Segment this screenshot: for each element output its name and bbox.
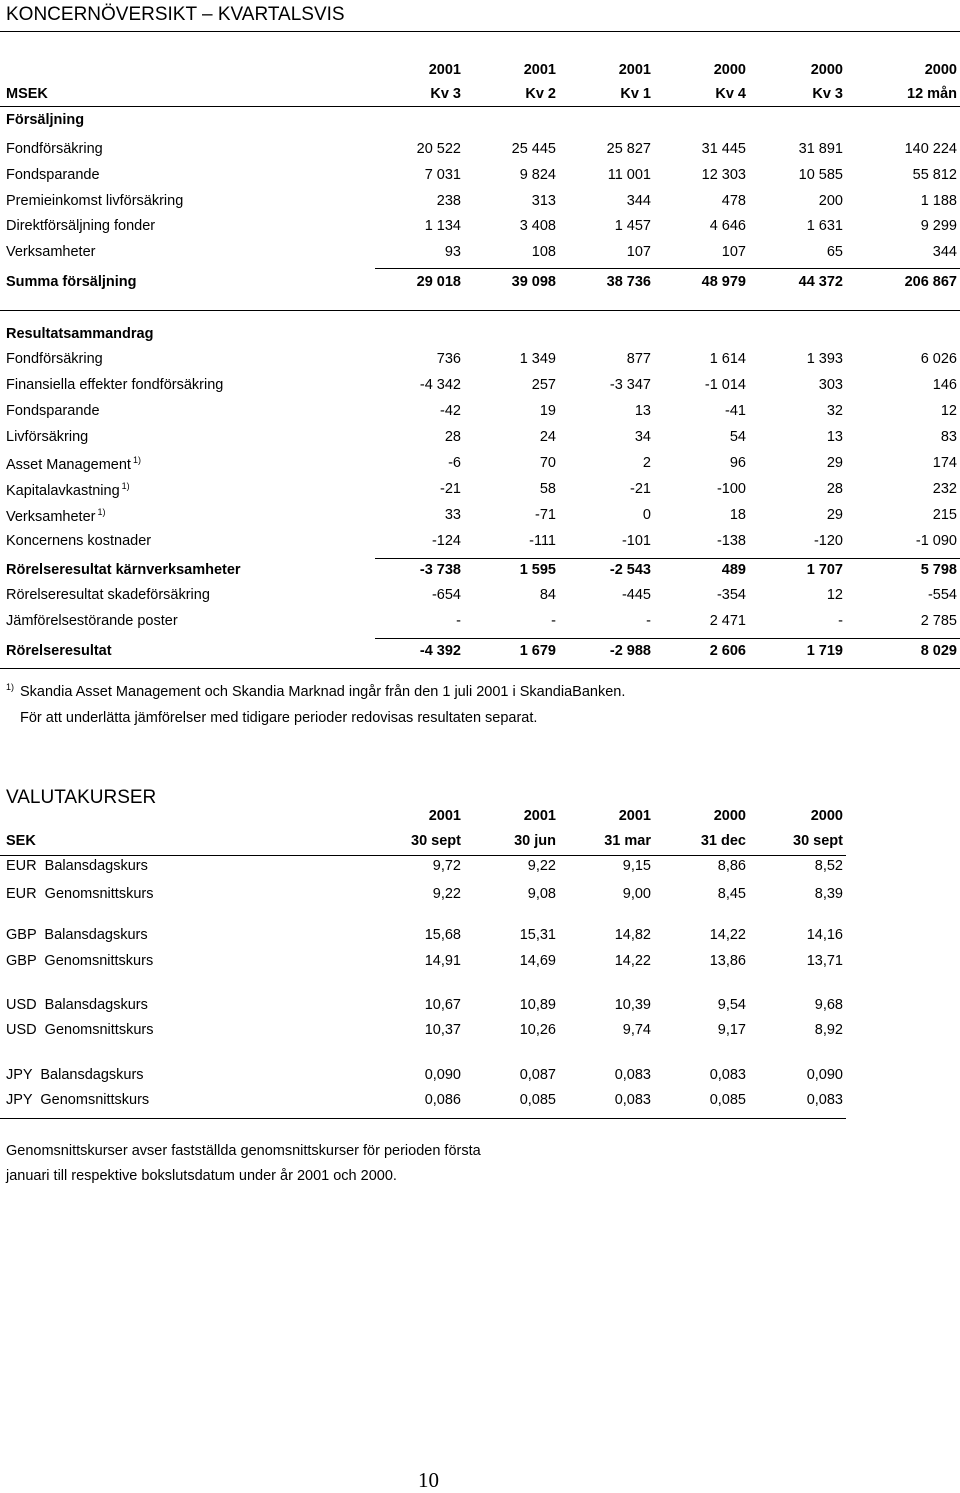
operating-result-row	[0, 643, 960, 663]
cell: 146	[932, 377, 957, 393]
cell: 33	[444, 507, 461, 523]
cell: 9 299	[920, 218, 957, 234]
cell: 215	[932, 507, 957, 523]
cell: 9 824	[519, 167, 556, 183]
cell: Kv 4	[715, 86, 746, 102]
cell: 25 445	[511, 141, 556, 157]
cell: -138	[716, 533, 746, 549]
cell: 11 001	[607, 167, 651, 183]
cell: 31 mar	[604, 833, 651, 849]
fx-row	[0, 858, 960, 878]
cell: 8,52	[814, 858, 843, 874]
cell: 0,083	[614, 1092, 651, 1108]
row-label: Koncernens kostnader	[6, 533, 152, 549]
cell: 0,083	[709, 1067, 746, 1083]
cell: 2 471	[709, 613, 746, 629]
cell: -1 090	[915, 533, 957, 549]
cell: 28	[444, 429, 461, 445]
cell: 1 679	[519, 643, 556, 659]
cell: 14,82	[614, 927, 651, 943]
cell: -21	[440, 481, 461, 497]
cell: -654	[431, 587, 461, 603]
cell: 18	[729, 507, 746, 523]
footnote-ref: 1)	[132, 455, 141, 465]
cell: 2 606	[709, 643, 746, 659]
cell: 0,090	[806, 1067, 843, 1083]
cell: 313	[531, 193, 556, 209]
fx-header-rule	[0, 855, 846, 856]
cell: 1 595	[519, 562, 556, 578]
cell: 1 349	[519, 351, 556, 367]
cell: 2001	[618, 808, 651, 824]
cell: 14,16	[806, 927, 843, 943]
cell: 25 827	[606, 141, 651, 157]
table-row	[0, 218, 960, 238]
row-label: SEK	[6, 833, 36, 849]
cell: -6	[448, 455, 461, 471]
row-label: EUR Balansdagskurs	[6, 858, 148, 874]
cell: 2001	[618, 62, 651, 78]
fx-row	[0, 1067, 960, 1087]
cell: -2 988	[609, 643, 651, 659]
cell: 9,22	[432, 886, 461, 902]
sales-end-rule	[0, 310, 960, 311]
row-label: Premieinkomst livförsäkring	[6, 193, 184, 209]
cell: 1 393	[806, 351, 843, 367]
cell: 2000	[713, 62, 746, 78]
cell: 19	[539, 403, 556, 419]
row-label: Rörelseresultat skadeförsäkring	[6, 587, 210, 603]
cell: 344	[626, 193, 651, 209]
cell: 15,31	[519, 927, 556, 943]
cell: 9,08	[527, 886, 556, 902]
table-row	[0, 167, 960, 187]
row-label: JPY Genomsnittskurs	[6, 1092, 150, 1108]
cell: 12	[826, 587, 843, 603]
cell: 1 614	[709, 351, 746, 367]
cell: 2000	[810, 808, 843, 824]
cell: 30 sept	[411, 833, 461, 849]
cell: 2001	[428, 62, 461, 78]
table-row	[0, 351, 960, 371]
cell: 29	[826, 455, 843, 471]
cell: 0,090	[424, 1067, 461, 1083]
cell: 2000	[924, 62, 957, 78]
cell: -41	[725, 403, 746, 419]
row-label: EUR Genomsnittskurs	[6, 886, 154, 902]
row-label: Försäljning	[6, 112, 85, 128]
table-row	[0, 403, 960, 423]
cell: 34	[634, 429, 651, 445]
cell: -21	[630, 481, 651, 497]
cell: 54	[729, 429, 746, 445]
result-heading	[0, 326, 960, 346]
cell: 257	[531, 377, 556, 393]
period-header-row	[0, 86, 960, 106]
cell: 10,26	[519, 1022, 556, 1038]
cell: -354	[716, 587, 746, 603]
cell: 9,72	[432, 858, 461, 874]
cell: 9,17	[717, 1022, 746, 1038]
cell: -	[838, 613, 843, 629]
sales-heading	[0, 112, 960, 132]
cell: 15,68	[424, 927, 461, 943]
cell: -42	[440, 403, 461, 419]
cell: 29	[826, 507, 843, 523]
row-label: USD Genomsnittskurs	[6, 1022, 154, 1038]
row-label-text: Kapitalavkastning	[6, 483, 120, 499]
cell: 38 736	[606, 274, 651, 290]
cell: 8,39	[814, 886, 843, 902]
cell: Kv 2	[525, 86, 556, 102]
cell: 13,86	[709, 953, 746, 969]
cell: 303	[818, 377, 843, 393]
table-row	[0, 141, 960, 161]
cell: 1 188	[920, 193, 957, 209]
cell: -101	[621, 533, 651, 549]
table-row	[0, 507, 960, 527]
footnote-mark: 1)	[6, 682, 15, 692]
row-label: GBP Genomsnittskurs	[6, 953, 154, 969]
row-label: Rörelseresultat kärnverksamheter	[6, 562, 241, 578]
cell: 344	[932, 244, 957, 260]
row-label: GBP Balansdagskurs	[6, 927, 148, 943]
table-row	[0, 533, 960, 553]
cell: -3 347	[609, 377, 651, 393]
result-subtotal-rule	[375, 638, 960, 639]
cell: 13,71	[806, 953, 843, 969]
table-row	[0, 455, 960, 475]
cell: 489	[721, 562, 746, 578]
cell: Kv 3	[430, 86, 461, 102]
row-label: Fondförsäkring	[6, 141, 103, 157]
row-label: Resultatsammandrag	[6, 326, 154, 342]
cell: 2001	[428, 808, 461, 824]
fx-row	[0, 1092, 960, 1112]
cell: 14,91	[424, 953, 461, 969]
row-label: Fondsparande	[6, 403, 100, 419]
cell: 8,92	[814, 1022, 843, 1038]
cell: -445	[621, 587, 651, 603]
footnote-line-1: Skandia Asset Management och Skandia Marknad ingår från den 1 juli 2001 i SkandiaBanken.	[20, 684, 626, 700]
header-rule	[0, 106, 960, 107]
cell: -3 738	[419, 562, 461, 578]
cell: -4 392	[419, 643, 461, 659]
fx-note-line-2: januari till respektive bokslutsdatum under år 2001 och 2000.	[6, 1168, 397, 1184]
cell: -2 543	[609, 562, 651, 578]
cell: 200	[818, 193, 843, 209]
cell: 877	[626, 351, 651, 367]
cell: -120	[813, 533, 843, 549]
cell: -4 342	[419, 377, 461, 393]
fx-note-line-1: Genomsnittskurser avser fastställda genomsnittskurser för perioden första	[6, 1143, 481, 1159]
cell: 28	[826, 481, 843, 497]
cell: 10,39	[614, 997, 651, 1013]
footnote-ref: 1)	[121, 481, 130, 491]
row-label	[6, 481, 130, 499]
row-label: USD Balansdagskurs	[6, 997, 148, 1013]
costs-subtotal-rule	[375, 558, 960, 559]
cell: Kv 1	[620, 86, 651, 102]
row-label: JPY Balansdagskurs	[6, 1067, 144, 1083]
cell: 1 719	[806, 643, 843, 659]
cell: 0,087	[519, 1067, 556, 1083]
cell: 70	[539, 455, 556, 471]
cell: 13	[826, 429, 843, 445]
cell: 24	[539, 429, 556, 445]
cell: -1 014	[704, 377, 746, 393]
table-row	[0, 377, 960, 397]
cell: 1 631	[806, 218, 843, 234]
cell: 39 098	[511, 274, 556, 290]
row-label	[6, 455, 141, 473]
cell: 58	[539, 481, 556, 497]
cell: 9,74	[622, 1022, 651, 1038]
fx-year-header-row	[0, 808, 960, 828]
footnote-ref: 1)	[97, 507, 106, 517]
cell: -111	[529, 533, 556, 549]
title-rule	[0, 31, 960, 32]
row-label: Summa försäljning	[6, 274, 137, 290]
row-label: Rörelseresultat	[6, 643, 112, 659]
cell: 20 522	[416, 141, 461, 157]
cell: 0,086	[424, 1092, 461, 1108]
cell: -71	[535, 507, 556, 523]
cell: 140 224	[904, 141, 957, 157]
cell: 174	[932, 455, 957, 471]
cell: 2001	[523, 62, 556, 78]
cell: 1 457	[614, 218, 651, 234]
cell: 108	[531, 244, 556, 260]
row-label: Direktförsäljning fonder	[6, 218, 156, 234]
cell: -124	[431, 533, 461, 549]
row-label-text: Asset Management	[6, 457, 131, 473]
cell: 478	[721, 193, 746, 209]
cell: 93	[444, 244, 461, 260]
row-label: Livförsäkring	[6, 429, 89, 445]
table-row	[0, 429, 960, 449]
fx-row	[0, 953, 960, 973]
cell: 9,00	[622, 886, 651, 902]
cell: 30 jun	[514, 833, 556, 849]
cell: 31 891	[798, 141, 843, 157]
page-title: KONCERNÖVERSIKT – KVARTALSVIS	[6, 4, 345, 25]
cell: 1 707	[806, 562, 843, 578]
cell: 0	[642, 507, 651, 523]
cell: 65	[826, 244, 843, 260]
cell: 14,22	[709, 927, 746, 943]
core-result-row	[0, 562, 960, 582]
cell: 0,083	[806, 1092, 843, 1108]
cell: 13	[634, 403, 651, 419]
cell: 12 303	[701, 167, 746, 183]
cell: 83	[940, 429, 957, 445]
row-label: Finansiella effekter fondförsäkring	[6, 377, 224, 393]
cell: 3 408	[519, 218, 556, 234]
cell: 29 018	[416, 274, 461, 290]
overview-end-rule	[0, 668, 960, 669]
cell: 9,68	[814, 997, 843, 1013]
cell: 7 031	[424, 167, 461, 183]
row-label: Jämförelsestörande poster	[6, 613, 178, 629]
cell: 48 979	[701, 274, 746, 290]
cell: 31 445	[701, 141, 746, 157]
cell: 206 867	[904, 274, 957, 290]
cell: 232	[932, 481, 957, 497]
sales-total-row	[0, 274, 960, 294]
cell: 2 785	[920, 613, 957, 629]
cell: 10,37	[424, 1022, 461, 1038]
cell: 44 372	[798, 274, 843, 290]
cell: 10 585	[798, 167, 843, 183]
row-label	[6, 507, 105, 525]
cell: 8,45	[717, 886, 746, 902]
cell: 9,22	[527, 858, 556, 874]
table-row	[0, 481, 960, 501]
cell: 9,54	[717, 997, 746, 1013]
cell: 30 sept	[793, 833, 843, 849]
row-label: Fondförsäkring	[6, 351, 103, 367]
fx-row	[0, 927, 960, 947]
cell: 1 134	[424, 218, 461, 234]
cell: 736	[436, 351, 461, 367]
cell: 107	[626, 244, 651, 260]
cell: 9,15	[622, 858, 651, 874]
cell: -554	[927, 587, 957, 603]
cell: 96	[729, 455, 746, 471]
cell: 2001	[523, 808, 556, 824]
cell: 2000	[713, 808, 746, 824]
row-label: Verksamheter	[6, 244, 96, 260]
row-label: MSEK	[6, 86, 48, 102]
table-row	[0, 613, 960, 633]
fx-row	[0, 886, 960, 906]
cell: -	[456, 613, 461, 629]
cell: Kv 3	[812, 86, 843, 102]
page-number: 10	[418, 1468, 439, 1492]
fx-title: VALUTAKURSER	[6, 787, 157, 808]
cell: 8,86	[717, 858, 746, 874]
row-label: Fondsparande	[6, 167, 100, 183]
cell: 14,22	[614, 953, 651, 969]
cell: 0,085	[519, 1092, 556, 1108]
year-header-row	[0, 62, 960, 82]
cell: 238	[436, 193, 461, 209]
cell: 6 026	[920, 351, 957, 367]
cell: 2	[642, 455, 651, 471]
cell: -	[551, 613, 556, 629]
fx-date-header-row	[0, 833, 960, 853]
footnote-line-2: För att underlätta jämförelser med tidigare perioder redovisas resultaten separat.	[20, 710, 538, 726]
table-row	[0, 587, 960, 607]
fx-row	[0, 1022, 960, 1042]
cell: 5 798	[920, 562, 957, 578]
fx-end-rule	[0, 1118, 846, 1119]
sales-subtotal-rule	[375, 268, 960, 269]
cell: 0,085	[709, 1092, 746, 1108]
row-label-text: Verksamheter	[6, 509, 96, 525]
table-row	[0, 244, 960, 264]
table-row	[0, 193, 960, 213]
cell: 31 dec	[700, 833, 746, 849]
cell: 107	[721, 244, 746, 260]
cell: -100	[716, 481, 746, 497]
cell: 4 646	[709, 218, 746, 234]
cell: 14,69	[519, 953, 556, 969]
cell: 8 029	[920, 643, 957, 659]
cell: 55 812	[912, 167, 957, 183]
cell: 2000	[810, 62, 843, 78]
cell: 32	[826, 403, 843, 419]
fx-row	[0, 997, 960, 1017]
cell: 84	[539, 587, 556, 603]
cell: 12	[940, 403, 957, 419]
cell: 10,67	[424, 997, 461, 1013]
cell: -	[646, 613, 651, 629]
cell: 12 mån	[907, 86, 957, 102]
cell: 10,89	[519, 997, 556, 1013]
cell: 0,083	[614, 1067, 651, 1083]
